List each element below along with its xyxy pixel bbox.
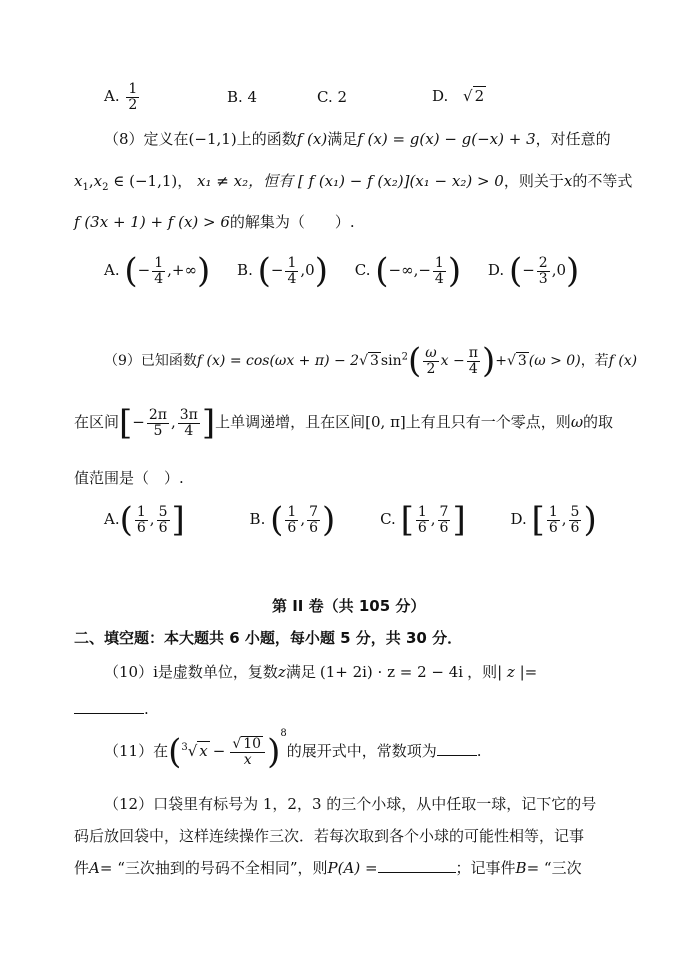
section2-title: 二、填空题：本大题共 6 小题，每小题 5 分，共 30 分． (74, 629, 463, 647)
q12-answer-blank-1[interactable] (378, 872, 456, 873)
q11-answer-blank[interactable] (437, 755, 477, 756)
q7-option-c: C. 2 (317, 88, 348, 106)
q7-option-a-fraction: $\frac{1}{2}$ (128, 81, 138, 113)
q12-line3: 件A= “三次抽到的号码不全相同”，则P(A) = ；记事件B= “三次 (74, 859, 582, 877)
q9-line3: 值范围是（ ）. (74, 469, 184, 487)
q10-answer-blank[interactable]: . (74, 700, 149, 718)
q8-line1: （8）定义在(−1,1)上的函数f (x)满足f (x) = g(x) − g(−x) + 3，对任意的 (104, 130, 611, 148)
q10-line1: （10）i是虚数单位，复数z满足 (1+ 2i) · z = 2 − 4i ，则| z |= (104, 663, 538, 681)
q9-line1: （9）已知函数f (x) = cos(ωx + π) − 2√ 3 $\sin^2$( $\frac{\omega}{2}$ x − $\frac{\pi}{4}$ )+√ 3 (ω > 0)，若f (x) (104, 341, 638, 381)
q8-line3: f (3x + 1) + f (x) > 6的解集为（ ）. (74, 213, 355, 231)
q8-options: A. (− $\frac{1}{4}$ ,+∞) B. (− $\frac{1}{4}$ ,0) C. (−∞,− $\frac{1}{4}$ ) D. (− $\frac{2}{3}$ ,0) (104, 251, 580, 291)
q7-option-d: D. √ 2 (432, 87, 485, 105)
q11-line: （11）在($^3$√ x − $\frac{√ 10}{x}$ )$^8$的展开式中，常数项为 . (104, 728, 482, 772)
q9-options: A.( $\frac{1}{6}$ , $\frac{5}{6}$ ] B. ( $\frac{1}{6}$ , $\frac{7}{6}$ ) C. [ $\frac{1}{6}$ , $\frac{7}{6}$ ] D. [ $\frac{1}{6}$ , $\frac{5}{6}$ ) (104, 500, 597, 540)
q7-option-b: B. 4 (227, 88, 258, 106)
q7-option-a-label: A. (104, 87, 120, 106)
q8-line2: $x_1,x_2$ ∈ (−1,1)， x₁ ≠ x₂，恒有 [ f (x₁) − f (x₂)](x₁ − x₂) > 0，则关于x的不等式 (74, 172, 633, 193)
q7-options (104, 82, 141, 112)
q9-line2: 在区间[− $\frac{2\pi}{5}$ , $\frac{3\pi}{4}$ ]上单调递增，且在区间[0, π]上有且只有一个零点，则ω的取 (74, 403, 614, 443)
q12-line1: （12）口袋里有标号为 1，2，3 的三个小球，从中任取一球，记下它的号 (104, 795, 597, 813)
q12-line2: 码后放回袋中，这样连续操作三次．若每次取到各个小球的可能性相等，记事 (74, 827, 585, 845)
part2-title: 第 II 卷（共 105 分） (272, 597, 426, 615)
